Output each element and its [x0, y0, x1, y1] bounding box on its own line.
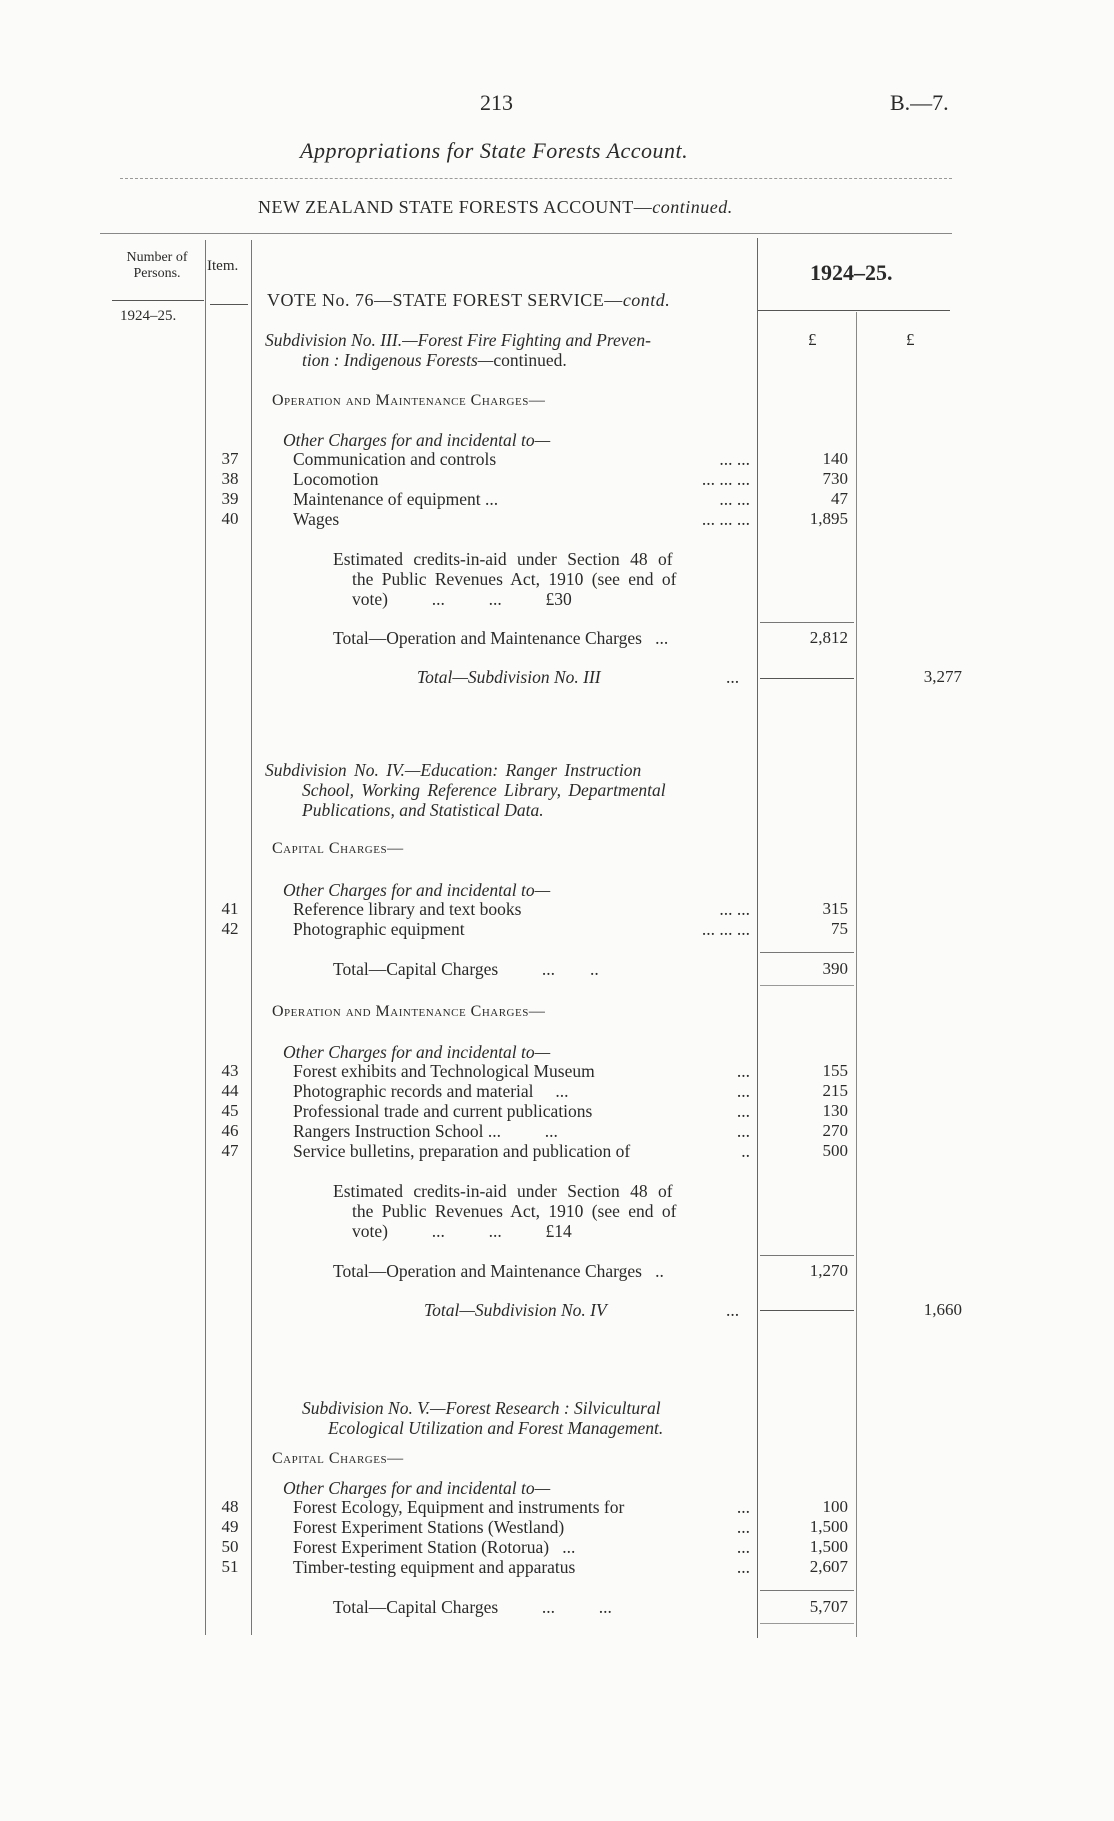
- sub5-other-charges: Other Charges for and incidental to—: [283, 1478, 551, 1498]
- item-number: 42: [221, 919, 239, 938]
- sub3-credits-1: Estimated credits-in-aid under Section 48 of: [333, 549, 673, 569]
- item-number: 44: [221, 1081, 239, 1100]
- item-underline: [210, 304, 248, 305]
- sub5-cap-rule-2: [760, 1623, 854, 1624]
- item-number: 37: [221, 449, 239, 468]
- sub5-cap-rule: [760, 1590, 854, 1591]
- pound-a: £: [808, 330, 817, 349]
- item-label: Forest Ecology, Equipment and instruments for: [293, 1497, 625, 1517]
- sub4-total-cap: Total—Capital Charges ... ..: [333, 959, 599, 979]
- year-right: 1924–25.: [810, 260, 893, 285]
- sub4-total-cap-amount: 390: [822, 959, 848, 978]
- item-amount: 47: [831, 489, 848, 508]
- title-rule: [120, 178, 952, 179]
- sub4-other-charges-2: Other Charges for and incidental to—: [283, 1042, 551, 1062]
- item-amount: 315: [822, 899, 848, 918]
- sub4-om-heading: Operation and Maintenance Charges—: [272, 1003, 546, 1020]
- sub4-credits-2: the Public Revenues Act, 1910 (see end of: [352, 1201, 677, 1221]
- sub3-sub-rule: [760, 678, 854, 679]
- item-label: Photographic records and material ...: [293, 1081, 569, 1101]
- item-dots: ...: [736, 1557, 750, 1577]
- item-number: 41: [221, 899, 239, 918]
- item-dots: ...: [736, 1537, 750, 1557]
- item-amount: 270: [822, 1121, 848, 1140]
- item-dots: ...: [736, 1061, 750, 1081]
- sub3-total-sub-dots: ...: [726, 667, 740, 687]
- sub4-credits-1: Estimated credits-in-aid under Section 48 of: [333, 1181, 673, 1201]
- item-dots: ...: [736, 1497, 750, 1517]
- sub5-cap-heading: Capital Charges—: [272, 1450, 404, 1467]
- year-underline: [758, 310, 950, 311]
- item-dots: ... ... ...: [701, 509, 750, 529]
- item-amount: 100: [822, 1497, 848, 1516]
- sub3-total-sub-amount: 3,277: [923, 667, 962, 686]
- item-dots: ... ...: [719, 899, 750, 919]
- vrule-total: [856, 312, 857, 1637]
- subtitle-text: NEW ZEALAND STATE FORESTS ACCOUNT—: [258, 197, 653, 217]
- item-number: 49: [221, 1517, 239, 1536]
- sub4-sub-rule: [760, 1310, 854, 1311]
- sub3-other-charges: Other Charges for and incidental to—: [283, 430, 551, 450]
- sub4-total-om: Total—Operation and Maintenance Charges ..: [333, 1261, 664, 1281]
- sub4-total-om-amount: 1,270: [809, 1261, 848, 1280]
- sub4-cap-rule-2: [760, 985, 854, 986]
- item-dots: ... ...: [719, 489, 750, 509]
- vrule-persons: [205, 240, 206, 1635]
- sub4-cap-heading: Capital Charges—: [272, 840, 404, 857]
- item-label: Service bulletins, preparation and publication of: [293, 1141, 631, 1161]
- pound-b: £: [906, 330, 915, 349]
- item-dots: ... ... ...: [701, 469, 750, 489]
- persons-underline: [112, 300, 204, 301]
- item-dots: ...: [736, 1081, 750, 1101]
- item-number: 43: [221, 1061, 239, 1080]
- item-label: Wages: [293, 509, 340, 529]
- item-amount: 500: [822, 1141, 848, 1160]
- sub3-total-om: Total—Operation and Maintenance Charges ...: [333, 628, 669, 648]
- document-ref: B.—7.: [890, 90, 949, 115]
- vrule-amount: [757, 238, 758, 1638]
- year-left: 1924–25.: [120, 308, 177, 324]
- item-label: Professional trade and current publications: [293, 1101, 593, 1121]
- sub3-om-rule: [760, 622, 854, 623]
- item-label: Locomotion: [293, 469, 379, 489]
- sub3-total-om-amount: 2,812: [809, 628, 848, 647]
- item-number: 40: [221, 509, 239, 528]
- item-label: Forest Experiment Stations (Westland): [293, 1517, 565, 1537]
- item-label: Forest exhibits and Technological Museum: [293, 1061, 595, 1081]
- item-number: 45: [221, 1101, 239, 1120]
- sub4-total-sub-dots: ...: [726, 1300, 740, 1320]
- header-rule: [100, 233, 952, 234]
- item-label: Maintenance of equipment ...: [293, 489, 499, 509]
- item-amount: 1,500: [809, 1517, 848, 1536]
- number-of-persons-header: Number of Persons.: [126, 250, 188, 281]
- sub4-heading-2: School, Working Reference Library, Departmental: [302, 780, 666, 800]
- item-number: 51: [221, 1557, 239, 1576]
- sub4-heading-3: Publications, and Statistical Data.: [302, 800, 544, 820]
- item-amount: 730: [822, 469, 848, 488]
- sub4-total-sub: Total—Subdivision No. IV: [424, 1300, 607, 1320]
- item-dots: ...: [736, 1101, 750, 1121]
- item-number: 47: [221, 1141, 239, 1160]
- vrule-item: [251, 240, 252, 1635]
- page-number: 213: [480, 90, 513, 115]
- item-label: Reference library and text books: [293, 899, 522, 919]
- page-subtitle: [258, 197, 733, 218]
- sub3-credits-2: the Public Revenues Act, 1910 (see end of: [352, 569, 677, 589]
- item-header: Item.: [207, 258, 239, 274]
- item-amount: 75: [831, 919, 848, 938]
- item-label: Rangers Instruction School ... ...: [293, 1121, 558, 1141]
- sub3-om-heading: Operation and Maintenance Charges—: [272, 392, 546, 409]
- item-label: Timber-testing equipment and apparatus: [293, 1557, 576, 1577]
- item-amount: 1,895: [809, 509, 848, 528]
- item-dots: ...: [736, 1517, 750, 1537]
- item-number: 50: [221, 1537, 239, 1556]
- item-label: Forest Experiment Station (Rotorua) ...: [293, 1537, 576, 1557]
- sub4-total-sub-amount: 1,660: [923, 1300, 962, 1319]
- sub4-other-charges: Other Charges for and incidental to—: [283, 880, 551, 900]
- vote-heading: VOTE No. 76—STATE FOREST SERVICE—contd.: [267, 290, 671, 310]
- sub3-heading-1: Subdivision No. III.—Forest Fire Fighting and Preven-: [265, 330, 651, 350]
- item-amount: 130: [822, 1101, 848, 1120]
- item-label: Photographic equipment: [293, 919, 465, 939]
- sub4-credits-3: vote) ... ... £14: [352, 1221, 572, 1241]
- item-amount: 2,607: [809, 1557, 848, 1576]
- item-amount: 140: [822, 449, 848, 468]
- item-dots: ...: [736, 1121, 750, 1141]
- sub3-heading-2: tion : Indigenous Forests—continued.: [302, 350, 567, 370]
- sub3-total-sub: Total—Subdivision No. III: [417, 667, 601, 687]
- sub5-total-cap-amount: 5,707: [809, 1597, 848, 1616]
- subtitle-cont: continued.: [652, 197, 733, 217]
- sub4-cap-rule: [760, 952, 854, 953]
- item-dots: ... ... ...: [701, 919, 750, 939]
- sub5-heading-1: Subdivision No. V.—Forest Research : Silvicultural: [302, 1398, 661, 1418]
- item-dots: ..: [741, 1141, 750, 1161]
- item-number: 46: [221, 1121, 239, 1140]
- item-amount: 1,500: [809, 1537, 848, 1556]
- page-title: Appropriations for State Forests Account.: [300, 138, 689, 163]
- item-label: Communication and controls: [293, 449, 497, 469]
- sub4-heading-1: Subdivision No. IV.—Education: Ranger Instruction: [265, 760, 642, 780]
- item-number: 38: [221, 469, 239, 488]
- item-number: 48: [221, 1497, 239, 1516]
- item-amount: 155: [822, 1061, 848, 1080]
- sub5-total-cap: Total—Capital Charges ... ...: [333, 1597, 612, 1617]
- item-number: 39: [221, 489, 239, 508]
- sub5-heading-2: Ecological Utilization and Forest Management.: [328, 1418, 664, 1438]
- item-dots: ... ...: [719, 449, 750, 469]
- sub3-credits-3: vote) ... ... £30: [352, 589, 572, 609]
- sub4-om-rule: [760, 1255, 854, 1256]
- item-amount: 215: [822, 1081, 848, 1100]
